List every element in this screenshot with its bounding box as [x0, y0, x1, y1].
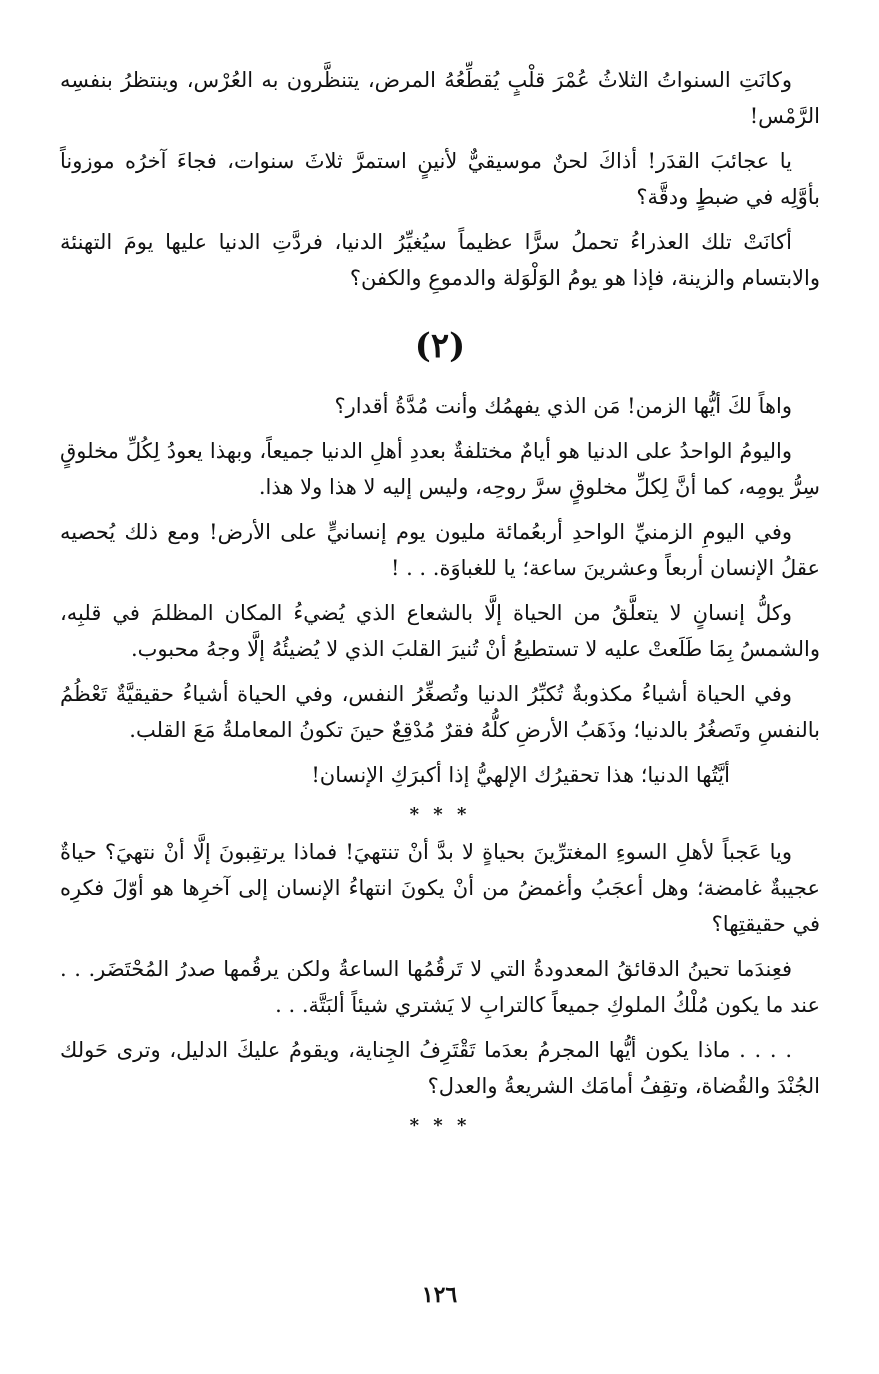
paragraph-address: أيَّتُها الدنيا؛ هذا تحقيرُك الإلهيُّ إذا أكبرَكِ الإنسان! [311, 763, 730, 787]
separator-stars-2: * * * [409, 1115, 471, 1136]
paragraph-2: يا عجائبَ القدَر! أذاكَ لحنٌ موسيقيٌّ لأنينٍ استمرَّ ثلاثَ سنوات، فجاءَ آخرُه موزوناً بأوَّلِه في ضبطٍ ودقَّة؟ [60, 149, 820, 209]
page-body [60, 62, 820, 1145]
page-number: ١٢٦ [421, 1282, 458, 1308]
paragraph-10: فعِندَما تحينُ الدقائقُ المعدودةُ التي لا تَرقُمُها الساعةُ ولكن يرقُمها صدرُ المُحْتَضَر. . . عند ما يكون مُلْكُ الملوكِ جميعاً كالترابِ لا يَشتري شيئاً ألبَتَّة. . . [60, 957, 820, 1017]
separator-stars-1: * * * [409, 804, 471, 825]
paragraph-9: ويا عَجباً لأهلِ السوءِ المغترِّينَ بحياةٍ لا بدَّ أنْ تنتهيَ! فماذا يرتقِبونَ إلَّا أنْ نتهيَ؟ حياةٌ عجيبةٌ غامضة؛ وهل أعجَبُ وأغمضُ من أنْ يكونَ انتهاءُ الإنسان إلى آخرِها هو أوّلَ فكرِه في حقيقتِها؟ [60, 840, 820, 936]
paragraph-7: وكلُّ إنسانٍ لا يتعلَّقُ من الحياة إلَّا بالشعاع الذي يُضيءُ المكان المظلمَ في قلبِه، والشمسُ بِمَا طَلَعتْ عليه لا تستطيعُ أنْ تُنيرَ القلبَ الذي لا يُضيئُهُ إلَّا وجهُ محبوب. [60, 601, 820, 661]
paragraph-6: وفي اليومِ الزمنيِّ الواحدِ أربعُمائة مليون يوم إنسانيٍّ على الأرض! ومع ذلك يُحصيه عقلُ الإنسان أربعاً وعشرينَ ساعة؛ يا للغباوَة. . . ! [60, 520, 820, 580]
paragraph-8: وفي الحياة أشياءُ مكذوبةٌ تُكبِّرُ الدنيا وتُصغِّرُ النفس، وفي الحياة أشياءُ حقيقيَّةٌ تَعْظُمُ بالنفسِ وتَصغُرُ بالدنيا؛ وذَهَبُ الأرضِ كلُّهُ فقرٌ مُدْقِعٌ حينَ تكونُ المعاملةُ مَعَ القلب. [60, 682, 820, 742]
section-heading: (٢) [414, 326, 466, 366]
paragraph-11: . . . . ماذا يكون أيُّها المجرمُ بعدَما تَقْتَرِفُ الجِناية، ويقومُ عليكَ الدليل، وترى حَولك الجُنْدَ والقُضاة، وتقِفُ أمامَك الشريعةُ والعدل؟ [60, 1038, 820, 1098]
paragraph-4: واهاً لكَ أيُّها الزمن! مَن الذي يفهمُك وأنت مُدَّةُ أقدار؟ [334, 394, 792, 418]
paragraph-1: وكانَتِ السنواتُ الثلاثُ عُمْرَ قلْبٍ يُقطِّعُهُ المرض، يتنظَّرون به العُرْس، وينتظرُ بنفسِه الرَّمْس! [60, 68, 820, 128]
paragraph-3: أكانَتْ تلك العذراءُ تحملُ سرًّا عظيماً سيُغيِّرُ الدنيا، فردَّتِ الدنيا عليها يومَ التهنئة والابتسام والزينة، فإذا هو يومُ الوَلْوَلة والدموعِ والكفن؟ [60, 230, 820, 290]
paragraph-5: واليومُ الواحدُ على الدنيا هو أيامٌ مختلفةٌ بعددِ أهلِ الدنيا جميعاً، وبهذا يعودُ لِكُلِّ مخلوقٍ سِرُّ يومِه، كما أنَّ لِكلِّ مخلوقٍ سرَّ روحِه، وليس إليه لا هذا ولا هذا. [60, 439, 820, 499]
